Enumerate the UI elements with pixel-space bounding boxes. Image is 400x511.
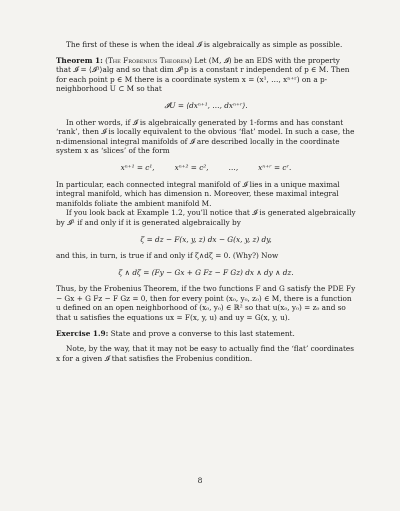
theorem-body: Let (M, 𝓘) be an EDS with the property that 𝓘 = ⟨𝓘¹⟩alg and so that dim 𝓘¹p is a constant r independent of p ∈ M. Then for each point p ∈ M there is a coordinate system x = (x¹, …, xⁿ⁺ʳ) on a p-neighborhood U ⊂ M so that xyxy=(56,55,350,94)
paragraph-example-reference: If you look back at Example 1.2, you’ll notice that 𝓘 is generated algebraically by 𝓘¹ if and only if it is generated algebraically by xyxy=(56,208,356,227)
slice-term-2: xⁿ⁺² = c², xyxy=(174,162,209,172)
theorem-block xyxy=(56,56,356,94)
paragraph-foliation: In particular, each connected integral manifold of 𝓘 lies in a unique maximal integral manifold, which has dimension n. Moreover, these maximal integral manifolds foliate the ambient manifold M. xyxy=(56,179,340,208)
paragraph-condition: and this, in turn, is true if and only if ζ∧dζ = 0. (Why?) Now xyxy=(56,251,279,261)
slice-term-r: xⁿ⁺ʳ = cʳ. xyxy=(258,162,292,172)
equation-zeta: ζ = dz − F(x, y, z) dx − G(x, y, z) dy, xyxy=(140,234,272,244)
paragraph-flat-model: In other words, if 𝓘 is algebraically generated by 1-forms and has constant ‘rank’, then 𝓘 is locally equivalent to the obvious ‘flat’ model. In such a case, the n-dimensional integral manifolds of 𝓘 are described locally in the coordinate system x as ‘slices’ of the form xyxy=(56,117,355,156)
equation-ideal-generators: 𝓘U = ⟨dxⁿ⁺¹, …, dxⁿ⁺ʳ⟩. xyxy=(164,100,248,110)
equation-slices xyxy=(56,163,356,173)
exercise-body: State and prove a converse to this last statement. xyxy=(110,328,295,338)
paragraph-note: Note, by the way, that it may not be easy to actually find the ‘flat’ coordinates x for a given 𝓘 that satisfies the Frobenius condition. xyxy=(56,344,354,363)
exercise-block xyxy=(56,329,356,339)
slice-term-ellipsis: …, xyxy=(228,162,239,172)
paragraph-pde-consequence: Thus, by the Frobenius Theorem, if the two functions F and G satisfy the PDE Fy − Gx + G Fz − F Gz = 0, then for every point (x₀, y₀, z₀) ∈ M, there is a function u defined on an open neighborhood of (x₀, y₀) ∈ ℝ² so that u(x₀, y₀) = z₀ and so that u satisfies the equations ux = F(x, y, u) and uy = G(x, y, u). xyxy=(56,284,356,323)
slice-term-1: xⁿ⁺¹ = c¹, xyxy=(120,162,155,172)
theorem-label: Theorem 1: xyxy=(56,55,103,65)
page-number: 8 xyxy=(197,476,203,485)
equation-zeta-wedge: ζ ∧ dζ = (Fy − Gx + G Fz − F Gz) dx ∧ dy ∧ dz. xyxy=(118,267,294,277)
exercise-label: Exercise 1.9: xyxy=(56,328,109,338)
theorem-name: (The Frobenius Theorem) xyxy=(105,55,193,65)
paragraph-intro: The first of these is when the ideal 𝓘 is algebraically as simple as possible. xyxy=(66,40,343,49)
